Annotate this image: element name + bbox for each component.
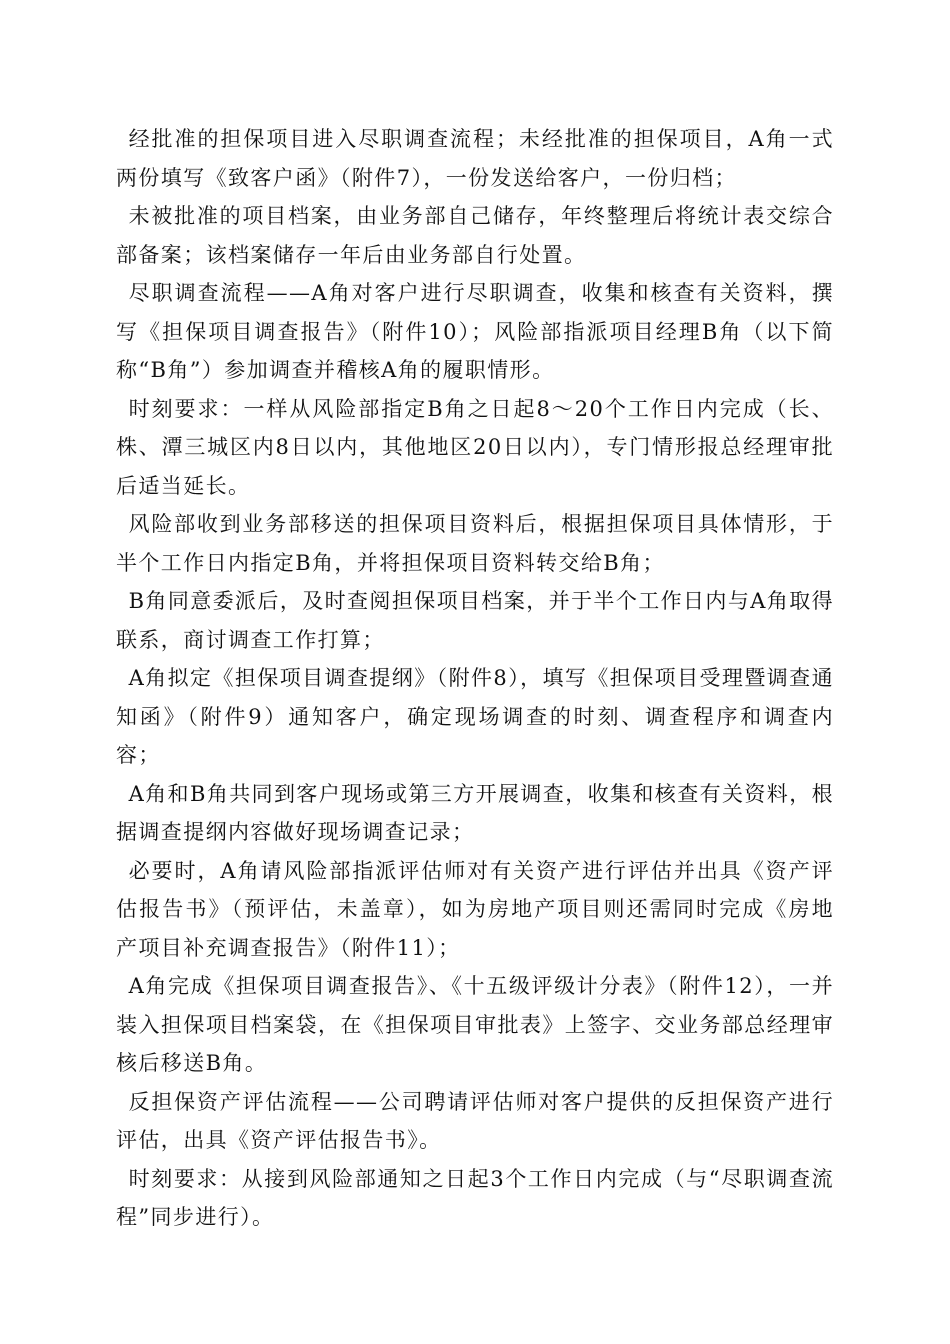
paragraph: A角和B角共同到客户现场或第三方开展调查，收集和核查有关资料，根据调查提纲内容做好现场调查记录； <box>116 781 834 844</box>
paragraph: B角同意委派后，及时查阅担保项目档案，并于半个工作日内与A角取得联系，商讨调查工作打算； <box>116 589 834 652</box>
paragraph: 尽职调查流程——A角对客户进行尽职调查，收集和核查有关资料，撰写《担保项目调查报告》（附件10）；风险部指派项目经理B角（以下简称“B角”）参加调查并稽核A角的履职情形。 <box>116 281 834 382</box>
paragraph: 经批准的担保项目进入尽职调查流程；未经批准的担保项目，A角一式两份填写《致客户函》（附件7），一份发送给客户，一份归档； <box>116 127 834 190</box>
paragraph: A角拟定《担保项目调查提纲》（附件8），填写《担保项目受理暨调查通知函》（附件9）通知客户，确定现场调查的时刻、调查程序和调查内容； <box>116 666 834 767</box>
paragraph: 未被批准的项目档案，由业务部自己储存，年终整理后将统计表交综合部备案；该档案储存一年后由业务部自行处置。 <box>116 204 834 267</box>
document-body <box>116 120 834 1237</box>
paragraph: 时刻要求：一样从风险部指定B角之日起8～20个工作日内完成（长、株、潭三城区内8日以内，其他地区20日以内），专门情形报总经理审批后适当延长。 <box>116 396 834 498</box>
paragraph: A角完成《担保项目调查报告》、《十五级评级计分表》（附件12），一并装入担保项目档案袋，在《担保项目审批表》上签字、交业务部总经理审核后移送B角。 <box>116 974 834 1075</box>
paragraph: 风险部收到业务部移送的担保项目资料后，根据担保项目具体情形，于半个工作日内指定B角，并将担保项目资料转交给B角； <box>116 512 834 575</box>
paragraph: 必要时，A角请风险部指派评估师对有关资产进行评估并出具《资产评估报告书》（预评估，未盖章），如为房地产项目则还需同时完成《房地产项目补充调查报告》（附件11）； <box>116 858 834 960</box>
paragraph: 时刻要求：从接到风险部通知之日起3个工作日内完成（与“尽职调查流程”同步进行）。 <box>116 1166 834 1229</box>
paragraph: 反担保资产评估流程——公司聘请评估师对客户提供的反担保资产进行评估，出具《资产评估报告书》。 <box>116 1089 834 1152</box>
